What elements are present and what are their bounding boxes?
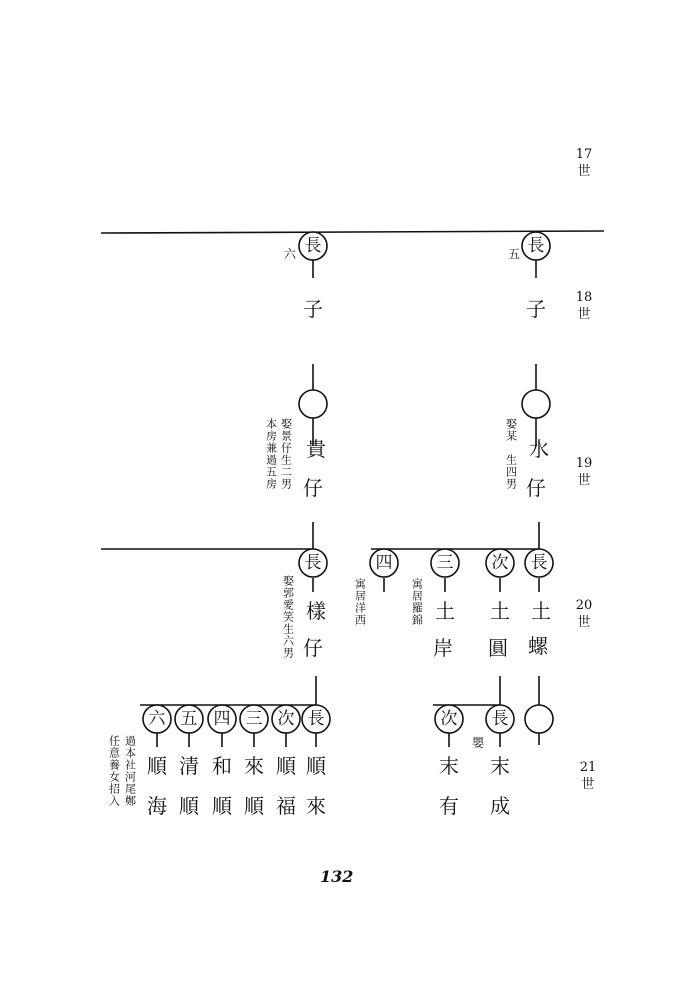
gen20-son3-note: 寓居羅錦 — [410, 578, 424, 626]
rank-label-18-left: 長 — [304, 236, 322, 256]
rank-label-20-left: 長 — [304, 553, 322, 573]
gen21-left-6-char2: 海 — [147, 794, 167, 818]
generation-17-marker: 17 世 — [575, 147, 593, 179]
rank-label-21-right-1: 長 — [491, 709, 509, 729]
circle-19-right-empty — [522, 390, 550, 418]
gen20-left-name-char2: 仔 — [303, 636, 323, 660]
gen21-left-3-char1: 來 — [244, 754, 264, 778]
rank-label-18-right: 長 — [527, 236, 545, 256]
gen21-right-2-char1: 末 — [439, 754, 459, 778]
rank-label-20-son4: 四 — [375, 553, 393, 573]
rank-label-21-left-5: 五 — [180, 709, 198, 729]
gen21-left-note2: 任意養女招入 — [107, 735, 121, 807]
gen19-right-name-char1: 水 — [529, 437, 549, 461]
generation-19-marker: 19 世 — [575, 456, 593, 488]
gen20-son4-note: 寓居洋西 — [353, 578, 367, 626]
gen19-left-note2: 本房兼過五房 — [264, 418, 278, 490]
generation-18-marker: 18 世 — [575, 290, 593, 322]
rank-label-21-left-4: 四 — [213, 709, 231, 729]
circle-21-right-empty — [525, 705, 553, 733]
rank-label-21-left-3: 三 — [245, 709, 263, 729]
gen21-left-6-char1: 順 — [147, 754, 167, 778]
gen20-son3-name-char1: 土 — [435, 599, 455, 623]
gen20-son2-name-char1: 土 — [490, 599, 510, 623]
gen21-left-1-char2: 來 — [306, 794, 326, 818]
gen21-left-4-char2: 順 — [212, 794, 232, 818]
rank-label-21-right-2: 次 — [440, 709, 458, 729]
page-number: 132 — [320, 867, 354, 886]
gen18-left-name: 子 — [303, 297, 323, 321]
gen21-left-3-char2: 順 — [244, 794, 264, 818]
rank-label-21-left-1: 長 — [307, 709, 325, 729]
gen21-right-note: 嬰 — [472, 736, 485, 750]
gen18-right-name: 子 — [526, 297, 546, 321]
gen21-left-5-char2: 順 — [179, 794, 199, 818]
gen20-left-note: 娶郭愛笑生六男 — [281, 575, 295, 659]
rank-label-21-left-6: 六 — [148, 709, 166, 729]
gen21-right-2-char2: 有 — [439, 794, 459, 818]
branch-number-right: 五 — [508, 247, 521, 261]
gen19-left-note1: 娶景仔生二男 — [279, 418, 293, 490]
gen20-son1-name-char1: 土 — [531, 599, 551, 623]
gen21-right-1-char2: 成 — [490, 794, 510, 818]
rank-label-20-son2: 次 — [491, 553, 509, 573]
circle-19-left-empty — [299, 390, 327, 418]
generation-21-marker: 21 世 — [579, 760, 597, 792]
gen19-right-name-char2: 仔 — [526, 476, 546, 500]
gen19-right-note1: 娶某 生四男 — [504, 418, 518, 490]
gen20-left-name-char1: 樣 — [306, 599, 326, 623]
gen20-son3-name-char2: 岸 — [433, 636, 453, 660]
gen21-left-2-char2: 福 — [276, 794, 296, 818]
gen21-left-5-char1: 清 — [179, 754, 199, 778]
gen19-left-name-char2: 仔 — [303, 476, 323, 500]
gen21-left-4-char1: 和 — [212, 754, 232, 778]
gen19-left-name-char1: 貴 — [306, 437, 326, 461]
rank-label-20-son1: 長 — [530, 553, 548, 573]
rank-label-21-left-2: 次 — [277, 709, 295, 729]
gen21-right-1-char1: 末 — [490, 754, 510, 778]
gen21-left-note1: 過本社河尾鄭 — [123, 735, 137, 807]
gen21-left-1-char1: 順 — [306, 754, 326, 778]
gen20-son2-name-char2: 圓 — [488, 636, 508, 660]
gen21-left-2-char1: 順 — [276, 754, 296, 778]
rank-label-20-son3: 三 — [436, 553, 454, 573]
generation-20-marker: 20 世 — [575, 598, 593, 630]
gen20-son1-name-char2: 螺 — [528, 634, 548, 658]
branch-number-left: 六 — [284, 247, 297, 261]
